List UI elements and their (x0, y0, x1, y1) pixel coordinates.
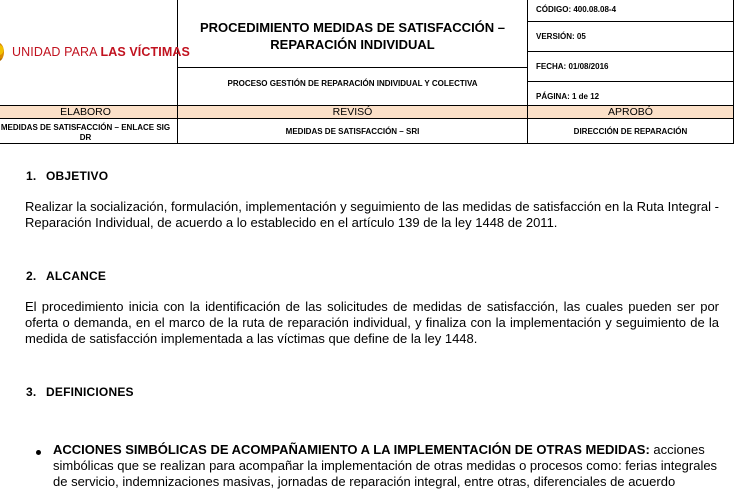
aprobo-cell (528, 119, 734, 144)
process-cell (178, 68, 528, 106)
pagina-cell (528, 82, 734, 106)
pagina: PÁGINA: 1 de 12 (536, 92, 600, 101)
codigo: CÓDIGO: 400.08.08-4 (536, 5, 617, 14)
codigo-cell (528, 0, 734, 22)
version: VERSIÓN: 05 (536, 32, 586, 41)
elaboro-value: MEDIDAS DE SATISFACCIÓN – ENLACE SIG DR (0, 123, 171, 142)
aprobo-label: APROBÓ (608, 106, 653, 118)
bullet-icon (36, 450, 41, 455)
definition-item (53, 442, 721, 490)
logo-text: UNIDAD PARA LAS VÍCTIMAS (12, 45, 190, 59)
version-cell (528, 22, 734, 52)
process-name: PROCESO GESTIÓN DE REPARACIÓN INDIVIDUAL Y COLECTIVA (227, 79, 478, 88)
definition-term: ACCIONES SIMBÓLICAS DE ACOMPAÑAMIENTO A LA IMPLEMENTACIÓN DE OTRAS MEDIDAS: (53, 442, 650, 457)
section-heading-alcance (26, 269, 106, 283)
section-title: OBJETIVO (46, 169, 109, 183)
section-title: ALCANCE (46, 269, 107, 283)
section-title: DEFINICIONES (46, 385, 134, 399)
objetivo-paragraph: Realizar la socialización, formulación, implementación y seguimiento de las medidas de satisfacción en la Ruta Integral - Reparación Individual, de acuerdo a lo establecido en el artículo 139 de la ley 1448 de 2011. (25, 199, 719, 230)
document-header (0, 0, 734, 144)
document-title: PROCEDIMIENTO MEDIDAS DE SATISFACCIÓN – REPARACIÓN INDIVIDUAL (199, 20, 506, 52)
reviso-value: MEDIDAS DE SATISFACCIÓN – SRI (285, 127, 420, 136)
section-heading-definiciones (26, 385, 134, 399)
definition-text: acciones simbólicas que se realizan para acompañar la implementación de otras medidas o procesos como: ferias integrales de servicio, indemnizaciones masivas, jornadas de reparación integral, entre otras, diferenciales de acuerdo (53, 442, 718, 489)
unidad-victimas-logo (0, 42, 190, 62)
reviso-label: REVISÓ (332, 106, 373, 118)
fecha: FECHA: 01/08/2016 (536, 62, 609, 71)
elaboro-cell (0, 119, 178, 144)
reviso-header (178, 106, 528, 119)
section-number: 1. (26, 169, 37, 183)
section-number: 3. (26, 385, 37, 399)
elaboro-label: ELABORO (60, 106, 111, 118)
elaboro-header (0, 106, 178, 119)
reviso-cell (178, 119, 528, 144)
fecha-cell (528, 52, 734, 82)
section-heading-objetivo (26, 169, 108, 183)
alcance-paragraph: El procedimiento inicia con la identificación de las solicitudes de medidas de satisfacción, las cuales pueden ser por oferta o demanda, en el marco de la ruta de reparación individual, y finaliza con la implementación y seguimiento de la medida de satisfacción implementada a las víctimas que define de la ley 1448. (25, 299, 719, 346)
aprobo-value: DIRECCIÓN DE REPARACIÓN (573, 127, 688, 136)
logo-cell (0, 0, 190, 106)
section-number: 2. (26, 269, 37, 283)
seal-icon (0, 42, 4, 62)
title-cell (178, 0, 528, 68)
aprobo-header (528, 106, 734, 119)
